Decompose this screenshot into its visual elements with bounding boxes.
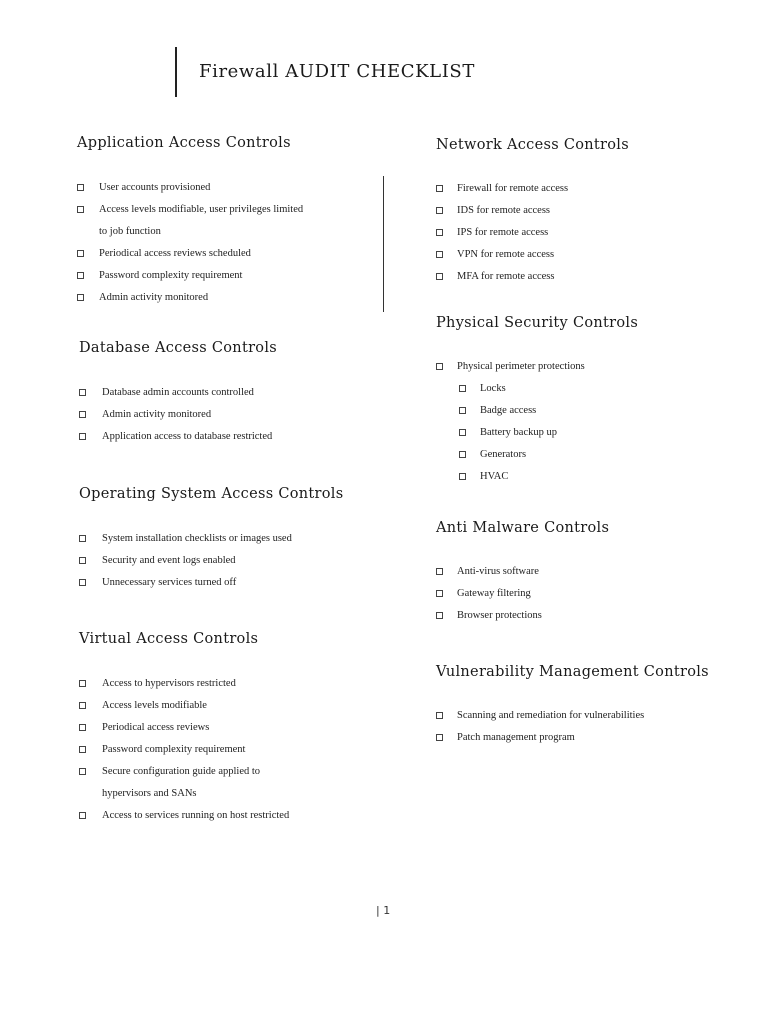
checkbox-icon[interactable] xyxy=(436,185,443,192)
checkbox-icon[interactable] xyxy=(77,206,84,213)
section-network-access xyxy=(436,137,746,288)
checklist xyxy=(436,356,746,488)
section-application-access xyxy=(77,135,377,309)
checklist-item: Periodical access reviews scheduled xyxy=(77,243,377,265)
checkbox-icon[interactable] xyxy=(77,184,84,191)
checklist-item: Firewall for remote access xyxy=(436,178,746,200)
checklist-item: Browser protections xyxy=(436,605,746,627)
checklist-item: Database admin accounts controlled xyxy=(79,382,379,404)
checklist-subitem: Locks xyxy=(436,378,746,400)
checklist xyxy=(436,178,746,288)
checklist-item: Admin activity monitored xyxy=(77,287,377,309)
checklist xyxy=(79,673,379,827)
checklist-item: Security and event logs enabled xyxy=(79,550,379,572)
checklist xyxy=(436,561,746,627)
section-heading: Anti Malware Controls xyxy=(436,520,610,536)
checklist-item: User accounts provisioned xyxy=(77,177,377,199)
checklist-item: Physical perimeter protections xyxy=(436,356,746,378)
section-os-access xyxy=(79,486,379,594)
checklist-item: System installation checklists or images used xyxy=(79,528,379,550)
section-anti-malware xyxy=(436,520,746,627)
checkbox-icon[interactable] xyxy=(436,734,443,741)
checklist-item: VPN for remote access xyxy=(436,244,746,266)
checkbox-icon[interactable] xyxy=(79,812,86,819)
checkbox-icon[interactable] xyxy=(436,363,443,370)
section-heading: Database Access Controls xyxy=(79,340,278,356)
checklist-item-continuation: to job function xyxy=(99,226,161,237)
checkbox-icon[interactable] xyxy=(436,612,443,619)
checkbox-icon[interactable] xyxy=(436,590,443,597)
checklist-subitem: Generators xyxy=(436,444,746,466)
checklist xyxy=(79,528,379,594)
checklist-item: Password complexity requirement xyxy=(77,265,377,287)
checkbox-icon[interactable] xyxy=(436,273,443,280)
section-heading: Virtual Access Controls xyxy=(79,631,259,647)
checklist-item: Password complexity requirement xyxy=(79,739,379,761)
checklist-item: IPS for remote access xyxy=(436,222,746,244)
checklist-item: Secure configuration guide applied to xyxy=(79,761,379,783)
checklist xyxy=(79,382,379,448)
checklist-item: IDS for remote access xyxy=(436,200,746,222)
checklist-item: Periodical access reviews xyxy=(79,717,379,739)
checkbox-icon[interactable] xyxy=(436,251,443,258)
checkbox-icon[interactable] xyxy=(436,229,443,236)
checkbox-icon[interactable] xyxy=(77,294,84,301)
checklist-item: Anti-virus software xyxy=(436,561,746,583)
title-accent-bar xyxy=(175,47,177,97)
checklist-item: Access levels modifiable, user privileges limited xyxy=(77,199,377,221)
checklist-item: Admin activity monitored xyxy=(79,404,379,426)
section-heading: Network Access Controls xyxy=(436,137,629,153)
checklist-item: Gateway filtering xyxy=(436,583,746,605)
section-vulnerability-management xyxy=(436,664,756,749)
checkbox-icon[interactable] xyxy=(459,385,466,392)
checkbox-icon[interactable] xyxy=(436,207,443,214)
section-virtual-access xyxy=(79,631,379,827)
section-physical-security xyxy=(436,315,746,488)
checklist-item: Access to hypervisors restricted xyxy=(79,673,379,695)
checkbox-icon[interactable] xyxy=(79,702,86,709)
checkbox-icon[interactable] xyxy=(79,724,86,731)
checklist-subitem: HVAC xyxy=(436,466,746,488)
checkbox-icon[interactable] xyxy=(459,429,466,436)
checkbox-icon[interactable] xyxy=(79,557,86,564)
column-divider xyxy=(383,176,384,312)
checklist-item: Access levels modifiable xyxy=(79,695,379,717)
checklist-item: Application access to database restricted xyxy=(79,426,379,448)
checklist-subitem: Battery backup up xyxy=(436,422,746,444)
checkbox-icon[interactable] xyxy=(436,568,443,575)
section-heading: Vulnerability Management Controls xyxy=(436,664,709,680)
checkbox-icon[interactable] xyxy=(459,473,466,480)
checkbox-icon[interactable] xyxy=(79,411,86,418)
document-title: Firewall AUDIT CHECKLIST xyxy=(199,61,475,82)
checkbox-icon[interactable] xyxy=(79,768,86,775)
section-heading: Application Access Controls xyxy=(77,135,291,151)
checkbox-icon[interactable] xyxy=(459,407,466,414)
checkbox-icon[interactable] xyxy=(77,272,84,279)
checkbox-icon[interactable] xyxy=(77,250,84,257)
checklist-item-continuation: hypervisors and SANs xyxy=(102,788,197,799)
checklist xyxy=(77,177,377,309)
checklist-item: Access to services running on host restricted xyxy=(79,805,379,827)
checkbox-icon[interactable] xyxy=(79,433,86,440)
checkbox-icon[interactable] xyxy=(436,712,443,719)
checkbox-icon[interactable] xyxy=(459,451,466,458)
checkbox-icon[interactable] xyxy=(79,535,86,542)
page-number: | 1 xyxy=(376,904,391,917)
checklist-item: Unnecessary services turned off xyxy=(79,572,379,594)
checkbox-icon[interactable] xyxy=(79,680,86,687)
checklist-item: Patch management program xyxy=(436,727,756,749)
checklist-item: Scanning and remediation for vulnerabilities xyxy=(436,705,756,727)
checklist xyxy=(436,705,756,749)
checklist-item: MFA for remote access xyxy=(436,266,746,288)
checkbox-icon[interactable] xyxy=(79,746,86,753)
section-heading: Physical Security Controls xyxy=(436,315,639,331)
section-database-access xyxy=(79,340,379,448)
checklist-subitem: Badge access xyxy=(436,400,746,422)
checkbox-icon[interactable] xyxy=(79,579,86,586)
checkbox-icon[interactable] xyxy=(79,389,86,396)
section-heading: Operating System Access Controls xyxy=(79,486,344,502)
